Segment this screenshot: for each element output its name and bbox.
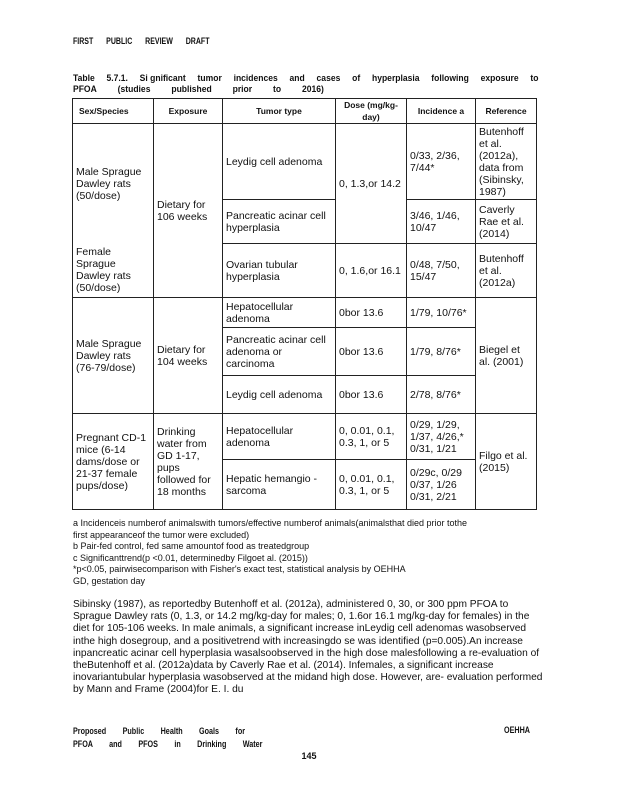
footnote: first appearanceof the tumor were excluded) (73, 529, 250, 540)
dose-cell: 0bor 13.6 (336, 376, 407, 414)
caption-line-2 (73, 84, 515, 95)
footer-org: OEHHA (504, 725, 531, 735)
tumor-cell: Leydig cell adenoma (223, 124, 336, 200)
caption-word: cases (316, 73, 341, 83)
document-header: FIRST PUBLIC REVIEW DRAFT (73, 36, 210, 46)
dose-cell: 0, 0.01, 0.1, 0.3, 1, or 5 (336, 414, 407, 460)
table-row (73, 298, 537, 328)
tumor-cell: Ovarian tubular hyperplasia (223, 244, 336, 298)
caption-word: hyperplasia (371, 73, 420, 83)
header-incidence: Incidence a (407, 99, 476, 124)
dose-cell: 0, 1.3,or 14.2 (336, 124, 407, 244)
footnote: GD, gestation day (73, 575, 146, 586)
footnote: c Significanttrend(p <0.01, determinedby Filgoet al. (2015)) (73, 552, 308, 563)
caption-word: of (352, 73, 361, 83)
reference-cell: Butenhoff et al. (2012a), data from (Sibinsky, 1987) (476, 124, 537, 200)
reference-cell: Butenhoff et al. (2012a) (476, 244, 537, 298)
caption-word: PFOA (73, 84, 97, 94)
reference-cell: Caverly Rae et al. (2014) (476, 200, 537, 244)
caption-word: to (273, 84, 282, 94)
caption-word: published (171, 84, 212, 94)
species-cell: Male Sprague Dawley rats (76-79/dose) (73, 298, 154, 414)
incidence-cell: 2/78, 8/76* (407, 376, 476, 414)
table-row (73, 414, 537, 460)
caption-word: 2016) (301, 84, 324, 94)
incidence-cell: 0/29c, 0/29 0/37, 1/26 0/31, 2/21 (407, 460, 476, 510)
tumor-cell: Pancreatic acinar cell adenoma or carcinoma (223, 328, 336, 376)
reference-cell: Biegel et al. (2001) (476, 298, 537, 414)
species-cell: Female Sprague Dawley rats (50/dose) (73, 244, 154, 298)
caption-word: exposure (480, 73, 519, 83)
table-row (73, 124, 537, 200)
body-paragraph: Sibinsky (1987), as reportedby Butenhoff et al. (2012a), administered 0, 30, or 300 ppm PFOA to Sprague Dawley rats (0, 1.3, or 14.2 mg/kg-day for males; 0, 1.6or 16.1 mg/kg-day for females) in the diet for 105-106 weeks. In male animals, a significant increase inLeydig cell adenomas wasobserved inthe high dosegroup, and a positivetrend with increasingdo se was identified (p=0.005).An increase inpancreatic acinar cell hyperplasia wasalsoobserved in the high dose malesfollowing a re-evaluation of theButenhoff et al. (2012a)data by Caverly Rae et al. (2014). Infemales, a significant increase inovariantubular hyperplasia wasobserved at the midand high dose. However, are- evaluation performed by Mann and Frame (2004)for E. I. du (73, 599, 543, 696)
footer-line: PFOA and PFOS in Drinking Water (73, 739, 263, 749)
table-caption (73, 73, 538, 95)
exposure-cell: Drinking water from GD 1-17, pups followed for 18 months (154, 414, 223, 510)
caption-word: and (289, 73, 305, 83)
table-header-row (73, 99, 537, 124)
exposure-cell: Dietary for 104 weeks (154, 298, 223, 414)
tumor-incidence-table (72, 98, 537, 510)
caption-word: tumor (197, 73, 222, 83)
footer-title (73, 725, 262, 751)
tumor-cell: Pancreatic acinar cell hyperplasia (223, 200, 336, 244)
exposure-cell: Dietary for 106 weeks (154, 124, 223, 298)
caption-word: following (431, 73, 469, 83)
incidence-cell: 1/79, 10/76* (407, 298, 476, 328)
header-exposure: Exposure (154, 99, 223, 124)
table-row (73, 244, 537, 298)
caption-word: 5.7.1. (106, 73, 128, 83)
reference-cell: Filgo et al. (2015) (476, 414, 537, 510)
species-cell: Male Sprague Dawley rats (50/dose) (73, 124, 154, 244)
dose-cell: 0, 0.01, 0.1, 0.3, 1, or 5 (336, 460, 407, 510)
header-tumor: Tumor type (223, 99, 336, 124)
caption-word: Si gnificant (139, 73, 186, 83)
incidence-cell: 0/33, 2/36, 7/44* (407, 124, 476, 200)
table-footnotes (73, 518, 543, 587)
footnote: b Pair-fed control, fed same amountof food as treatedgroup (73, 541, 310, 551)
header-species: Sex/Species (73, 99, 154, 124)
tumor-cell: Hepatocellular adenoma (223, 298, 336, 328)
footnote: a Incidenceis numberof animalswith tumors/effective numberof animals(animalsthat died prior tothe (73, 518, 468, 528)
caption-word: Table (73, 73, 95, 83)
species-cell: Pregnant CD-1 mice (6-14 dams/dose or 21-37 female pups/dose) (73, 414, 154, 510)
incidence-cell: 1/79, 8/76* (407, 328, 476, 376)
caption-line-1 (73, 73, 539, 84)
footer-line: Proposed Public Health Goals for (73, 726, 246, 736)
incidence-cell: 0/48, 7/50, 15/47 (407, 244, 476, 298)
header-reference: Reference (476, 99, 537, 124)
incidence-cell: 0/29, 1/29, 1/37, 4/26,* 0/31, 1/21 (407, 414, 476, 460)
dose-cell: 0bor 13.6 (336, 328, 407, 376)
caption-word: prior (232, 84, 253, 94)
caption-word: (studies (117, 84, 151, 94)
caption-word: to (530, 73, 539, 83)
caption-word: incidences (233, 73, 278, 83)
page-number: 145 (301, 751, 317, 761)
tumor-cell: Hepatic hemangio - sarcoma (223, 460, 336, 510)
header-dose: Dose (mg/kg-day) (336, 99, 407, 124)
tumor-cell: Leydig cell adenoma (223, 376, 336, 414)
footnote: *p<0.05, pairwisecomparison with Fisher's exact test, statistical analysis by OEHHA (73, 564, 406, 574)
tumor-cell: Hepatocellular adenoma (223, 414, 336, 460)
dose-cell: 0, 1.6,or 16.1 (336, 244, 407, 298)
incidence-cell: 3/46, 1/46, 10/47 (407, 200, 476, 244)
dose-cell: 0bor 13.6 (336, 298, 407, 328)
